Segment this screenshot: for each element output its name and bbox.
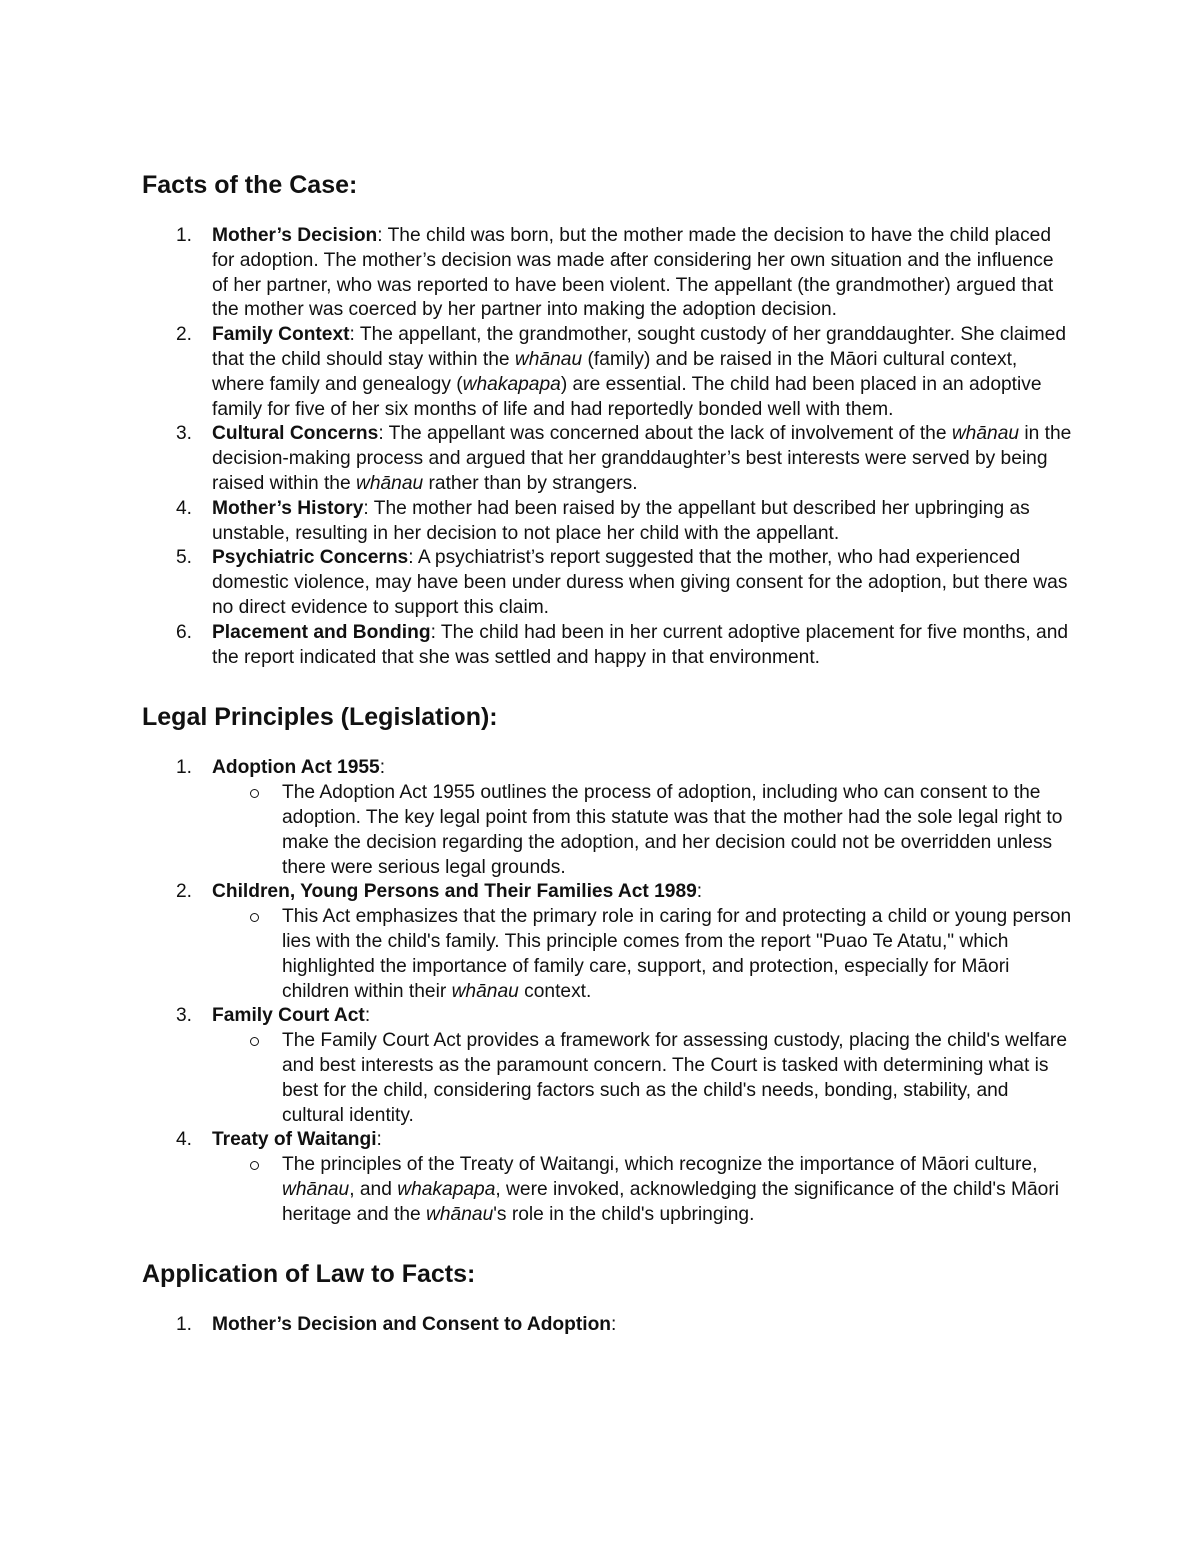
facts-heading: Facts of the Case: bbox=[142, 171, 358, 199]
item-term: Placement and Bonding bbox=[212, 621, 431, 643]
list-item: 4. Mother’s History: The mother had been raised by the appellant but described her upbringing as unstable, resulting in her decision to not place her child with the appellant. bbox=[176, 497, 1030, 544]
facts-list bbox=[142, 224, 1072, 670]
item-term: Psychiatric Concerns bbox=[212, 547, 409, 569]
item-term: Mother’s Decision bbox=[212, 225, 378, 246]
hollow-bullet-icon bbox=[250, 913, 259, 922]
application-heading: Application of Law to Facts: bbox=[142, 1260, 476, 1289]
list-item: 1. Mother’s Decision: The child was born, but the mother made the decision to have the child placed for adoption. The mother’s decision was made after considering her own situation and the influence of her partner, who was reported to have been violent. The appellant (the grandmother) argued that the mother was coerced by her partner into making the adoption decision. bbox=[176, 225, 1054, 321]
list-item: 4. Treaty of Waitangi: The principles of the Treaty of Waitangi, which recognize the importance of Māori culture, whānau, and whakapapa, were invoked, acknowledging the significance of the child's Māori heritage and the whānau's role in the child's upbringing. bbox=[142, 1128, 1072, 1227]
hollow-bullet-icon bbox=[250, 1161, 259, 1170]
hollow-bullet-icon bbox=[250, 1037, 259, 1046]
item-term: Mother’s History bbox=[212, 497, 364, 519]
list-item: 6. Placement and Bonding: The child had been in her current adoptive placement for five months, and the report indicated that she was settled and happy in that environment. bbox=[176, 621, 1069, 668]
item-term: Cultural Concerns bbox=[212, 423, 379, 445]
item-term: Treaty of Waitangi bbox=[212, 1129, 377, 1151]
hollow-bullet-icon bbox=[250, 789, 259, 798]
item-term: Family Court Act bbox=[212, 1005, 365, 1027]
list-item: 1. Adoption Act 1955: The Adoption Act 1955 outlines the process of adoption, including who can consent to the adoption. The key legal point from this statute was that the mother had the sole legal right to make the decision regarding the adoption, and her decision could not be overridden unless there were serious legal grounds. bbox=[142, 756, 1072, 880]
document-page bbox=[142, 170, 1072, 1338]
item-term: Children, Young Persons and Their Families Act 1989 bbox=[212, 881, 697, 903]
item-term: Adoption Act 1955 bbox=[212, 757, 380, 779]
item-term: Mother’s Decision and Consent to Adoption bbox=[212, 1314, 612, 1336]
list-item: 2. Children, Young Persons and Their Families Act 1989: This Act emphasizes that the primary role in caring for and protecting a child or young person lies with the child's family. This principle comes from the report "Puao Te Atatu," which highlighted the importance of family care, support, and protection, especially for Māori children within their whānau context. bbox=[142, 880, 1072, 1004]
sub-list-item: The principles of the Treaty of Waitangi, which recognize the importance of Māori culture, whānau, and whakapapa, were invoked, acknowledging the significance of the child's Māori heritage and the whānau's role in the child's upbringing. bbox=[212, 1153, 1072, 1227]
list-item: 5. Psychiatric Concerns: A psychiatrist’s report suggested that the mother, who had experienced domestic violence, may have been under duress when giving consent for the adoption, but there was no direct evidence to support this claim. bbox=[176, 547, 1068, 618]
list-item: 1. Mother’s Decision and Consent to Adoption: bbox=[176, 1314, 617, 1336]
sub-list bbox=[212, 1029, 1072, 1128]
list-item: 3. Family Court Act: The Family Court Act provides a framework for assessing custody, placing the child's welfare and best interests as the paramount concern. The Court is tasked with determining what is best for the child, considering factors such as the child's needs, bonding, stability, and cultural identity. bbox=[142, 1004, 1072, 1128]
sub-list bbox=[212, 781, 1072, 880]
sub-list-item: This Act emphasizes that the primary role in caring for and protecting a child or young person lies with the child's family. This principle comes from the report "Puao Te Atatu," which highlighted the importance of family care, support, and protection, especially for Māori children within their whānau context. bbox=[212, 905, 1072, 1004]
application-list bbox=[142, 1313, 1072, 1338]
list-item: 2. Family Context: The appellant, the grandmother, sought custody of her granddaughter. She claimed that the child should stay within the whānau (family) and be raised in the Māori cultural context, where family and genealogy (whakapapa) are essential. The child had been placed in an adoptive family for five of her six months of life and had reportedly bonded well with them. bbox=[176, 324, 1067, 420]
sub-list-item: The Family Court Act provides a framework for assessing custody, placing the child's welfare and best interests as the paramount concern. The Court is tasked with determining what is best for the child, considering factors such as the child's needs, bonding, stability, and cultural identity. bbox=[212, 1029, 1072, 1128]
legal-list bbox=[142, 756, 1072, 1227]
sub-list bbox=[212, 1153, 1072, 1227]
legal-principles-heading: Legal Principles (Legislation): bbox=[142, 703, 498, 732]
sub-list bbox=[212, 905, 1072, 1004]
sub-list-item: The Adoption Act 1955 outlines the process of adoption, including who can consent to the adoption. The key legal point from this statute was that the mother had the sole legal right to make the decision regarding the adoption, and her decision could not be overridden unless there were serious legal grounds. bbox=[212, 781, 1072, 880]
list-item: 3. Cultural Concerns: The appellant was concerned about the lack of involvement of the whānau in the decision-making process and argued that her granddaughter’s best interests were served by being raised within the whānau rather than by strangers. bbox=[176, 423, 1072, 494]
item-term: Family Context bbox=[212, 324, 350, 346]
